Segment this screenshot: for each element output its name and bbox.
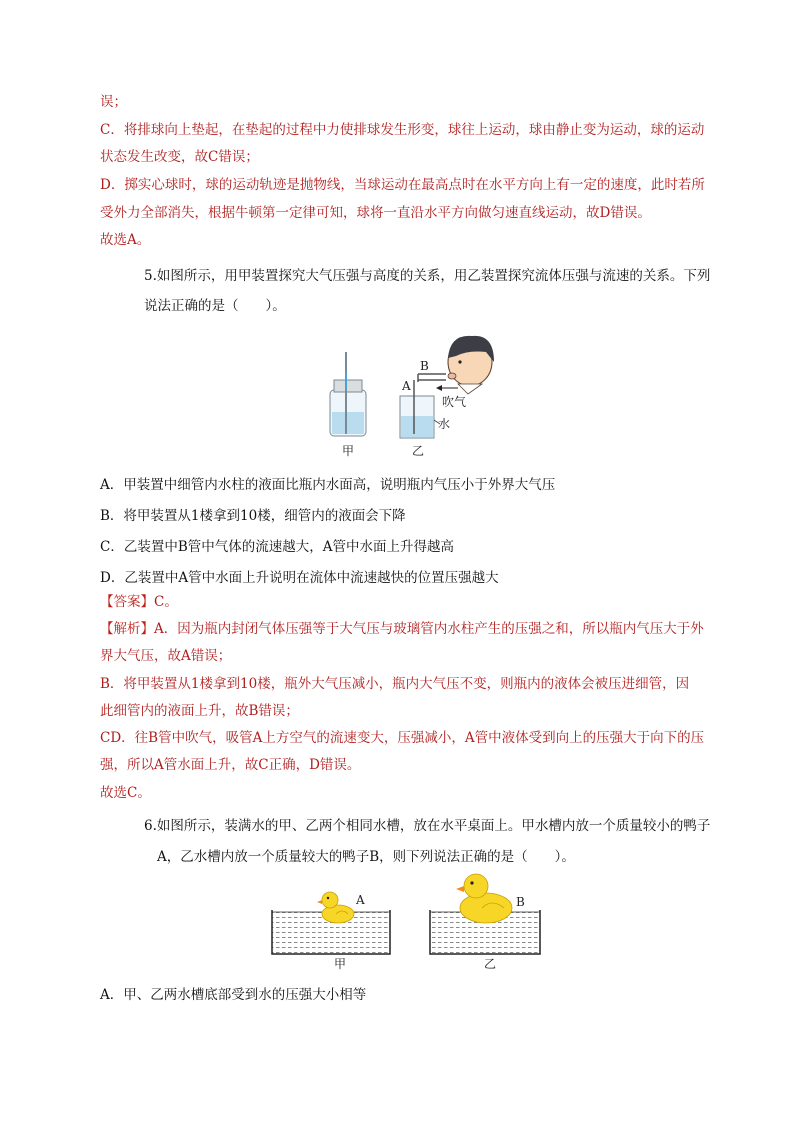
prev-solution-d-line1: D．掷实心球时，球的运动轨迹是抛物线，当球运动在最高点时在水平方向上有一定的速度，此时若所 [100,177,705,193]
q5-analysis-cd2: 强，所以A管水面上升，故C正确，D错误。 [100,757,361,773]
analysis-tag: 【解析】 [100,621,154,637]
q5-analysis-a1: 【解析】A．因为瓶内封闭气体压强等于大气压与玻璃管内水柱产生的压强之和，所以瓶内气压大于外 [100,621,704,637]
q5-figure [318,322,498,462]
label-yi-fig6: 乙 [484,957,497,971]
svg-text:B: B [516,895,525,909]
q6-option-a: A．甲、乙两水槽底部受到水的压强大小相等 [100,987,367,1003]
bottle-apparatus [330,352,366,458]
svg-text:吹气: 吹气 [442,395,467,409]
prev-solution-d-line2: 受外力全部消失，根据牛顿第一定律可知，球将一直沿水平方向做匀速直线运动，故D错误。 [100,205,651,221]
prev-solution-c-line1: C．将排球向上垫起，在垫起的过程中力使排球发生形变，球往上运动，球由静止变为运动，球的运动 [100,122,705,138]
answer-tag: 【答案】 [100,594,154,610]
q5-stem-line2: 说法正确的是（ ）。 [144,298,286,314]
q5-analysis-b2: 此细管内的液面上升，故B错误； [100,703,299,719]
boy-head-illustration [448,336,494,394]
tank-jia [272,892,390,971]
q5-option-a: A．甲装置中细管内水柱的液面比瓶内水面高，说明瓶内气压小于外界大气压 [100,477,556,493]
label-jia-fig5: 甲 [342,444,355,458]
svg-text:水: 水 [438,417,451,431]
q5-analysis-cd1: CD．往B管中吹气，吸管A上方空气的流速变大，压强减小，A管中液体受到向上的压强大于向下的压 [100,730,705,746]
q5-stem-line1: 5.如图所示，用甲装置探究大气压强与高度的关系，用乙装置探究流体压强与流速的关系。下列 [144,268,711,284]
q5-final: 故选C。 [100,785,151,801]
q6-stem-line2: A，乙水槽内放一个质量较大的鸭子B，则下列说法正确的是（ ）。 [157,849,575,865]
q5-option-d: D．乙装置中A管中水面上升说明在流体中流速越快的位置压强越大 [100,570,499,586]
q5-option-b: B．将甲装置从1楼拿到10楼，细管内的液面会下降 [100,508,406,524]
svg-text:B: B [420,359,429,373]
label-yi-fig5: 乙 [412,444,425,458]
prev-solution-final: 故选A。 [100,232,151,248]
prev-solution-c-line2: 状态发生改变，故C错误； [100,149,259,165]
label-jia-fig6: 甲 [334,957,347,971]
answer-value: C。 [154,594,178,610]
q5-answer [100,592,178,612]
q5-option-c: C．乙装置中B管中气体的流速越大，A管中水面上升得越高 [100,539,454,555]
svg-text:A: A [402,379,411,393]
duck-b-icon [456,874,512,923]
prev-solution-tail: 误； [100,94,127,110]
svg-text:A: A [356,893,365,907]
q6-stem-line1: 6.如图所示，装满水的甲、乙两个相同水槽，放在水平桌面上。甲水槽内放一个质量较小的鸭子 [144,818,711,834]
q6-figure [270,870,550,976]
q5-analysis-b1: B．将甲装置从1楼拿到10楼，瓶外大气压减小，瓶内大气压不变，则瓶内的液体会被压进细管，因 [100,676,690,692]
tank-yi [430,874,540,971]
q5-analysis-a2: 界大气压，故A错误； [100,648,232,664]
